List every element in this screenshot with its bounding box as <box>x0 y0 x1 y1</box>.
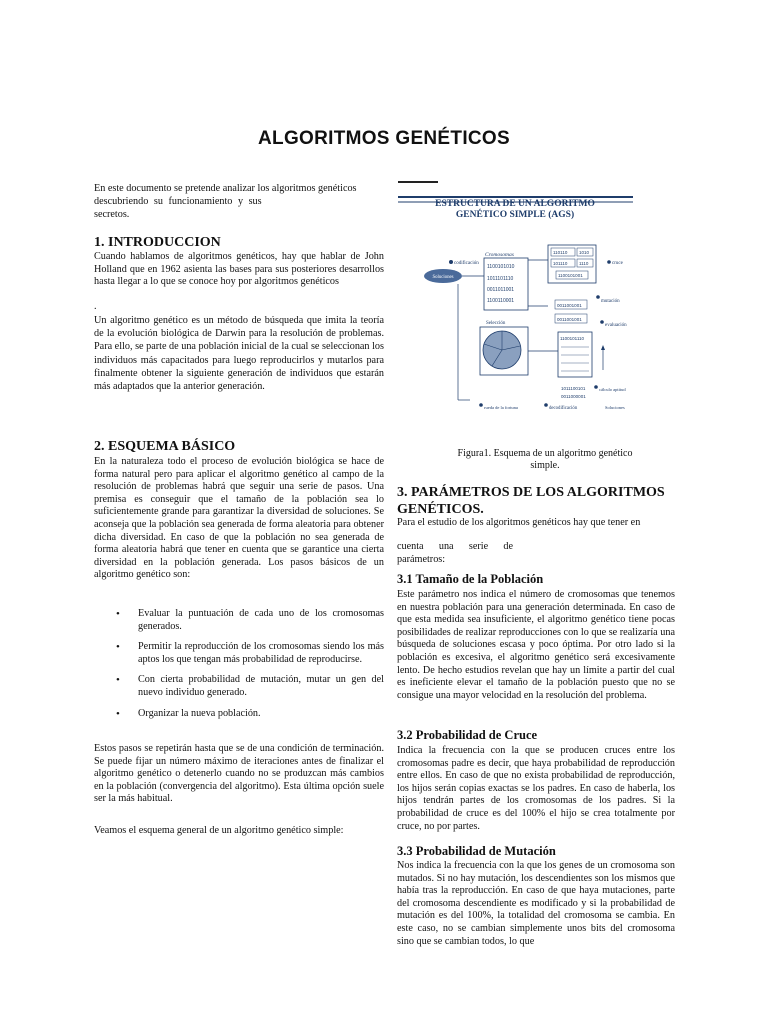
ags-figure <box>398 180 633 420</box>
label-codificacion: codificación <box>454 261 479 266</box>
section-3-heading <box>397 484 687 518</box>
bullet-icon <box>449 260 453 264</box>
label-seleccion: Selección <box>486 321 506 326</box>
cruce-bits: 1100101001 <box>558 273 583 278</box>
seleccion-bits: 1100101110 <box>560 336 585 341</box>
page-title: ALGORITMOS GENÉTICOS <box>258 128 510 149</box>
steps-list <box>94 608 384 728</box>
section-1-heading: 1. INTRODUCCION <box>94 235 221 250</box>
section-2-paragraph-3: Veamos el esquema general de un algoritmo genético simple: <box>94 825 344 836</box>
figure-caption <box>420 448 670 472</box>
bullet-icon <box>594 385 598 389</box>
label-soluciones: Soluciones <box>432 275 454 280</box>
section-1-paragraph-2: Un algoritmo genético es un método de búsqueda que imita la teoría de la evolución biológica de Darwin para la resolución de problemas. Para ello, se parte de una población inicial de la cual se seleccionan los individuos más capacitados para luego reproducirlos y mutarlos para finalmente obtener la siguiente generación de individuos que estarán más adaptados que la anterior generación. <box>94 315 384 393</box>
list-item: • Con cierta probabilidad de mutación, mutar un gen del nuevo individuo generado. <box>94 674 384 699</box>
section-3-heading-line-2: GENÉTICOS. <box>397 502 484 517</box>
cromosoma-bits: 1100110001 <box>487 298 515 304</box>
ags-diagram <box>398 180 633 420</box>
bullet-icon <box>479 403 483 407</box>
bullet-icon <box>596 295 600 299</box>
cruce-bits: 110110 <box>553 250 568 255</box>
bullet-icon <box>600 320 604 324</box>
intro-line-3: secretos. <box>94 209 130 220</box>
section-3-1-heading: 3.1 Tamaño de la Población <box>397 572 544 586</box>
section-3-3-heading: 3.3 Probabilidad de Mutación <box>397 844 556 858</box>
section-2-paragraph-1: En la naturaleza todo el proceso de evolución biológica se hace de forma natural pero para aplicar el algoritmo genético al campo de la resolución de problemas habrá que seguir una serie de pasos. Una premisa es conseguir que el tamaño de la población sea lo suficientemente grande para garantizar la diversidad de soluciones. Se aconseja que la población sea generada de forma aleatoria para obtener dicha diversidad. En caso de que la población no sea generada de forma aleatoria habrá que tener en cuenta que se garantice una cierta diversidad en la población generada. Los pasos básicos de un algoritmo genético son: <box>94 456 384 581</box>
label-evaluacion: evaluación <box>605 323 627 328</box>
cromosoma-bits: 1100101010 <box>487 264 515 270</box>
list-item: • Permitir la reproducción de los cromosomas siendo los más aptos los que tengan más probabilidad de reproducirse. <box>94 641 384 666</box>
label-soluciones-final: Soluciones <box>605 405 625 410</box>
bullet-icon <box>607 260 611 264</box>
mutacion-bits: 0011001001 <box>557 317 582 322</box>
resultado-bits: 1011100101 <box>561 386 586 391</box>
section-2-heading: 2. ESQUEMA BÁSICO <box>94 439 236 454</box>
section-2-paragraph-2: Estos pasos se repetirán hasta que se de una condición de terminación. Se puede fijar un número máximo de iteraciones antes de finalizar el algoritmo genético o detenerlo cuando no se produzcan más cambios en la población (convergencia del algoritmo). Esta última opción suele ser la más habitual. <box>94 743 384 805</box>
figure-title-1: ESTRUCTURA DE UN ALGORITMO <box>435 199 595 209</box>
label-decodificacion: decodificación <box>549 406 578 411</box>
figure-caption-line-2: simple. <box>530 460 560 471</box>
intro-line-2: descubriendo su funcionamiento y sus <box>94 196 262 207</box>
bullet-icon <box>544 403 548 407</box>
section-3-1-text: Este parámetro nos indica el número de cromosomas que tenemos en nuestra población para una generación determinada. En caso de que esta medida sea insuficiente, el algoritmo genético tiene pocas posibilidades de realizar reproducciones con lo que se realizaría una búsqueda de soluciones escasa y poco óptima. Por otro lado si la población es excesiva, el algoritmo genético será excesivamente lento. De hecho estudios revelan que hay un límite a partir del cual es ineficiente elevar el tamaño de la población puesto que no se consigue una mayor velocidad en la resolución del problema. <box>397 589 675 701</box>
cruce-bits: 1010 <box>579 250 590 255</box>
label-cromosomas: Cromosomas <box>485 252 514 258</box>
section-3-intro-2: cuenta una serie de <box>397 541 513 552</box>
list-item: • Evaluar la puntuación de cada uno de los cromosomas generados. <box>94 608 384 633</box>
section-3-3-text: Nos indica la frecuencia con la que los genes de un cromosoma son mutados. Si no hay mutación, los descendientes son los mismos que había tras la reproducción. En caso de que haya mutaciones, parte del cromosoma descendiente es modificado y si la probabilidad de mutación es del 100%, la totalidad del cromosoma se cambia. En este caso, no se cambian simplemente unos bits del cromosoma sino que se cambian todos, lo que <box>397 860 675 947</box>
section-3-intro-1: Para el estudio de los algoritmos genéticos hay que tener en <box>397 517 641 528</box>
cruce-bits: 101110 <box>553 261 568 266</box>
mutacion-bits: 0011001001 <box>557 303 582 308</box>
label-calculo-aptitud: cálculo aptitud <box>599 387 626 392</box>
label-cruce: cruce <box>612 261 623 266</box>
cruce-bits: 1110 <box>579 261 589 266</box>
list-item: • Organizar la nueva población. <box>94 708 384 721</box>
label-rueda-fortuna: rueda de la fortuna <box>484 405 518 410</box>
section-3-2-heading: 3.2 Probabilidad de Cruce <box>397 728 538 742</box>
section-3-2-text: Indica la frecuencia con la que se producen cruces entre los cromosomas padre es decir, que haya probabilidad de reproducción entre ellos. En caso de que no exista probabilidad de reproducción, los hijos serán copias exactas se los padres. En caso de haberla, los hijos tendrán partes de los cromosomas de los padres. Si la probabilidad de cruce es del 100% el hijo se crea totalmente por cruce, no por partes. <box>397 745 675 832</box>
label-mutacion: mutación <box>601 299 620 304</box>
resultado-bits: 0011000001 <box>561 394 586 399</box>
section-3-intro-3: parámetros: <box>397 554 446 565</box>
figure-caption-line-1: Figura1. Esquema de un algoritmo genético <box>457 448 633 459</box>
cromosoma-bits: 1011101110 <box>487 276 514 282</box>
intro-line-1: En este documento se pretende analizar los algoritmos genéticos <box>94 183 357 194</box>
figure-title-2: GENÉTICO SIMPLE (AGS) <box>455 210 575 220</box>
section-1-paragraph-1: Cuando hablamos de algoritmos genéticos, hay que hablar de John Holland que en 1962 asienta las bases para sus posteriores desarrollos hasta llegar a lo que se conoce hoy por algoritmos genéticos <box>94 251 384 288</box>
cromosoma-bits: 0011011001 <box>487 287 515 293</box>
section-3-heading-line-1: 3. PARÁMETROS DE LOS ALGORITMOS <box>397 485 665 500</box>
section-1-dot: . <box>94 301 97 312</box>
